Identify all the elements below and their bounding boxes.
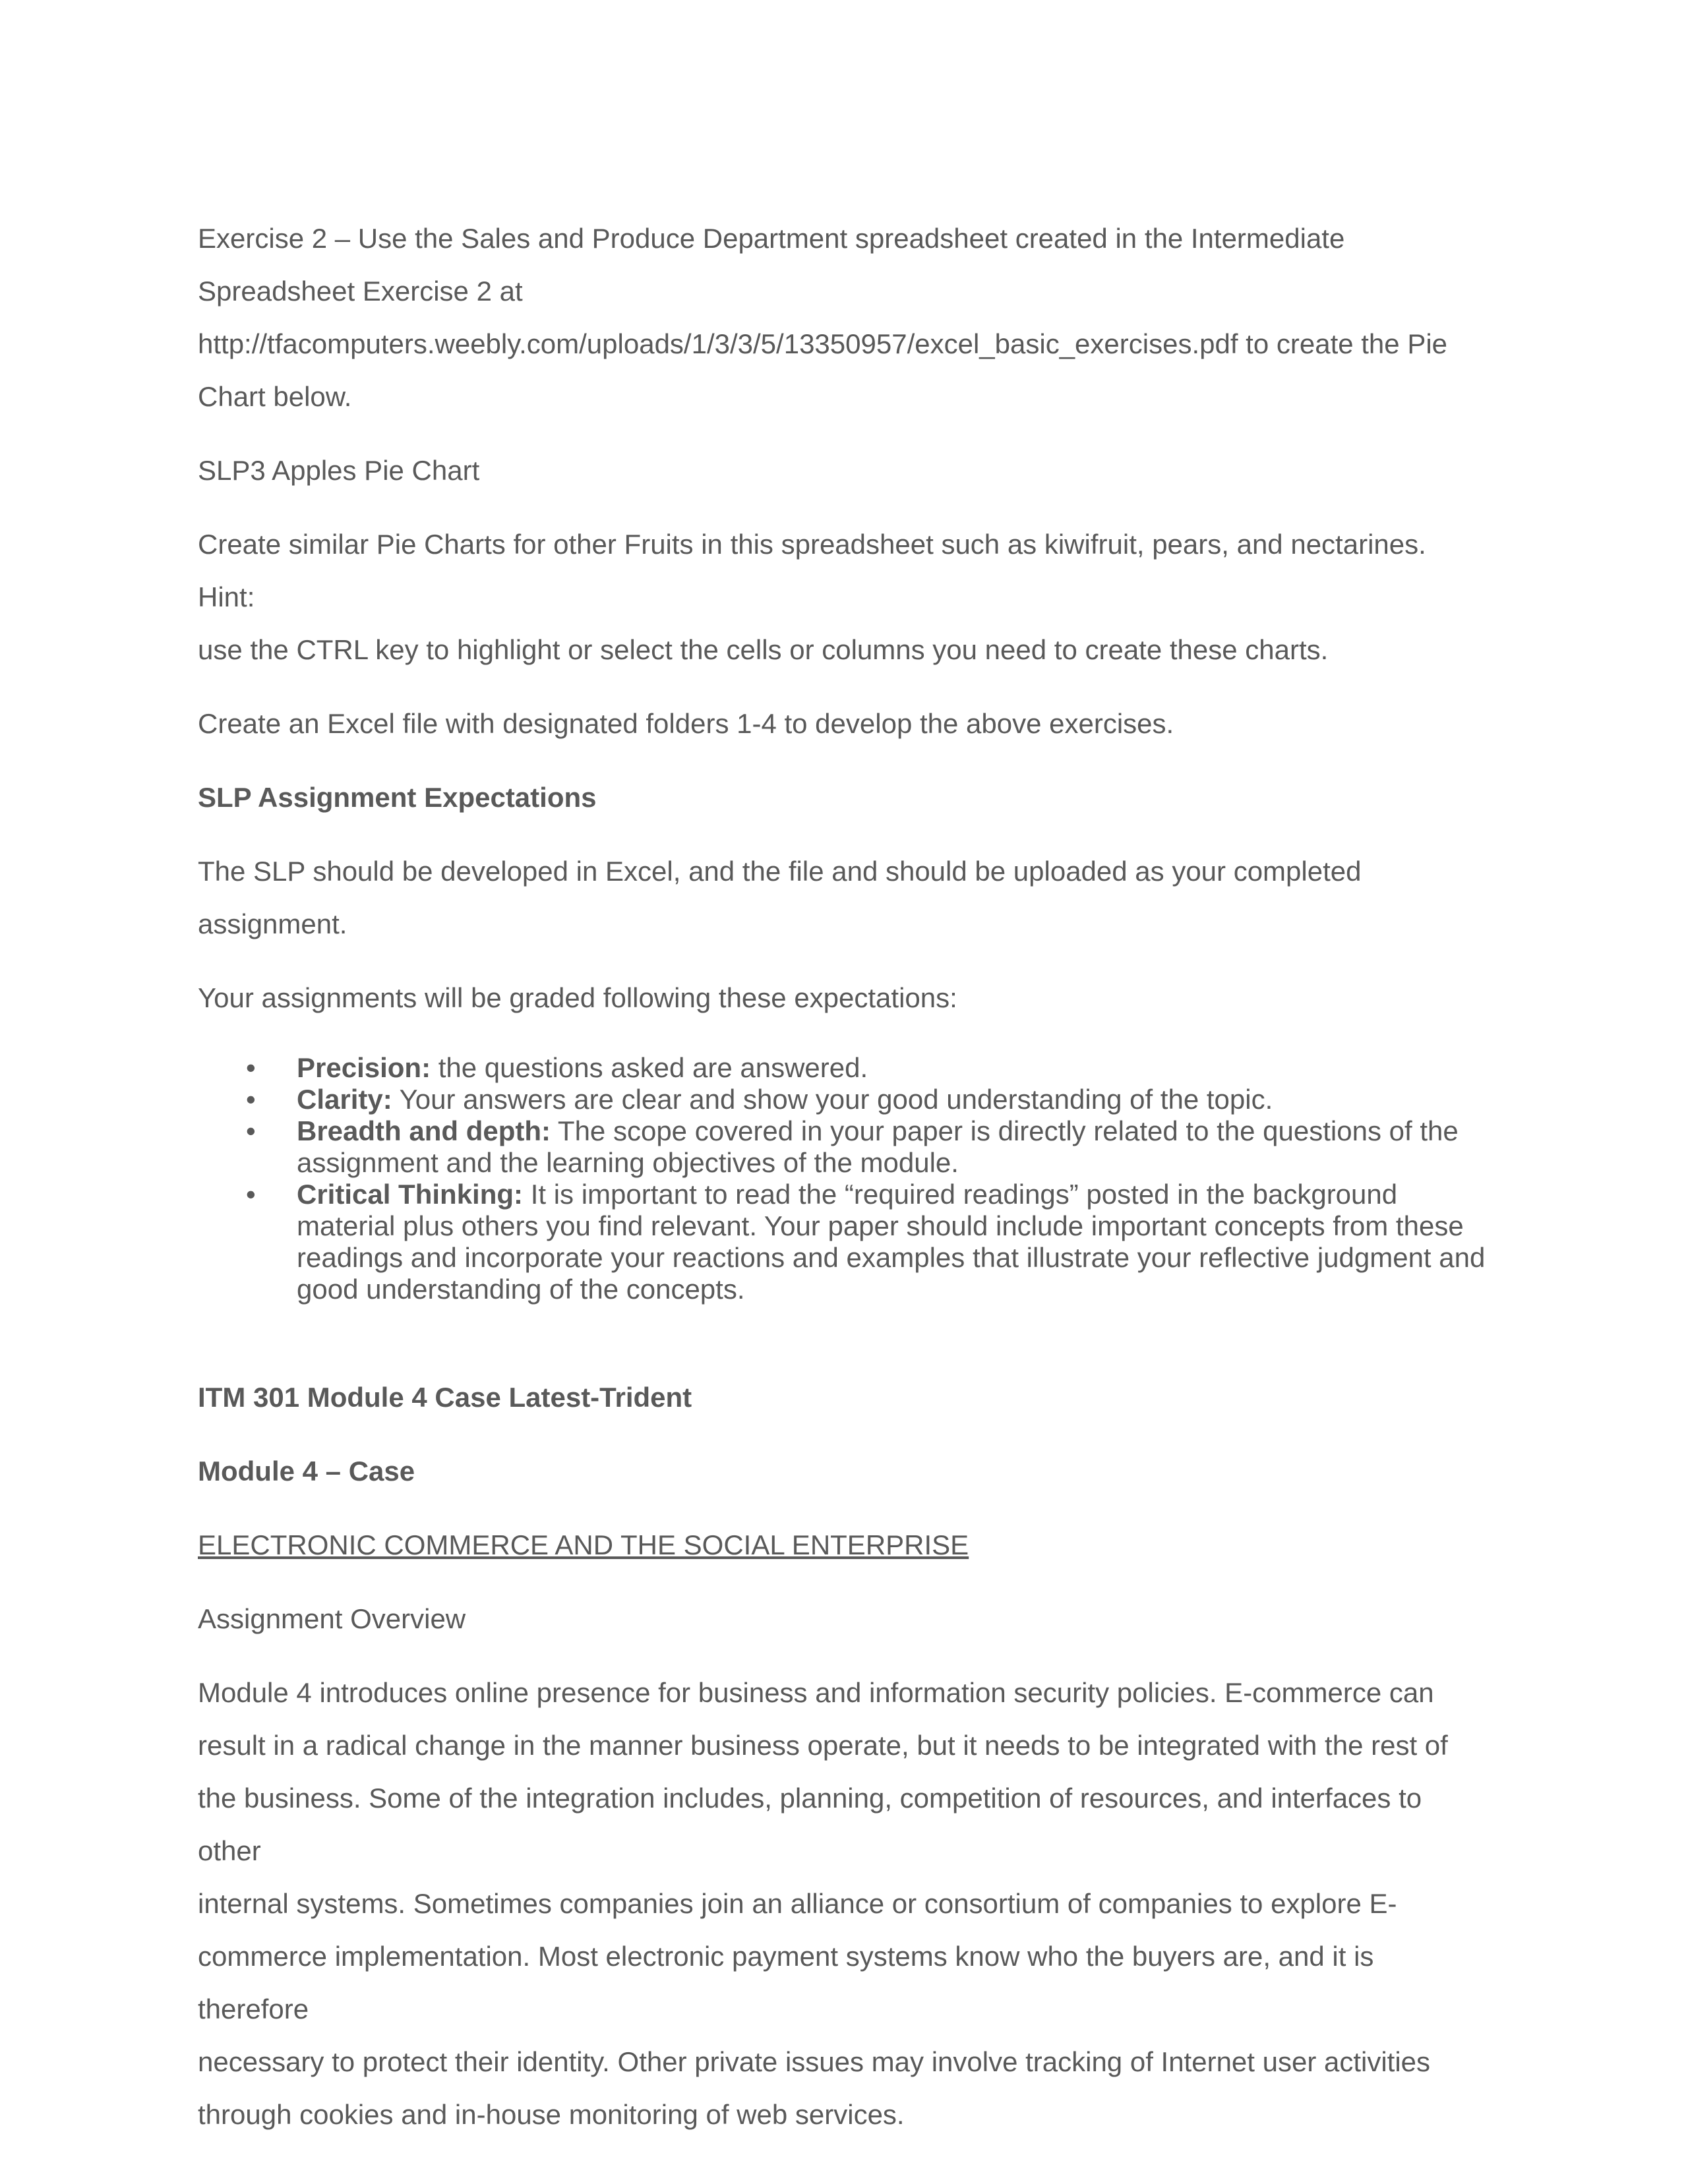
overview-line: through cookies and in-house monitoring of web services. xyxy=(198,2099,905,2130)
criterion-text: Your answers are clear and show your good understanding of the topic. xyxy=(399,1084,1273,1115)
similar-charts-line: use the CTRL key to highlight or select the cells or columns you need to create these charts. xyxy=(198,634,1329,665)
overview-line: result in a radical change in the manner business operate, but it needs to be integrated with the rest of xyxy=(198,1730,1448,1761)
criteria-list xyxy=(198,1052,1490,1305)
exercise-2-line: Chart below. xyxy=(198,381,352,412)
list-item xyxy=(198,1179,1490,1305)
exercise-2-url-line: http://tfacomputers.weebly.com/uploads/1/3/3/5/13350957/excel_basic_exercises.pdf to create the Pie xyxy=(198,328,1448,359)
criterion-term: Critical Thinking: xyxy=(297,1179,524,1210)
overview-heading: Assignment Overview xyxy=(198,1603,466,1634)
similar-charts-line: Create similar Pie Charts for other Fruits in this spreadsheet such as kiwifruit, pears, and nectarines. Hint: xyxy=(198,529,1426,612)
bullet-icon: • xyxy=(246,1084,256,1115)
chart-caption: SLP3 Apples Pie Chart xyxy=(198,455,480,486)
overview-line: commerce implementation. Most electronic payment systems know who the buyers are, and it is therefore xyxy=(198,1941,1374,2024)
overview-paragraph xyxy=(198,1667,1490,2141)
criterion-text: good understanding of the concepts. xyxy=(297,1274,745,1305)
expectations-intro-line: The SLP should be developed in Excel, and the file and should be uploaded as your completed xyxy=(198,856,1362,887)
criterion-text: the questions asked are answered. xyxy=(438,1052,868,1083)
bullet-icon: • xyxy=(246,1052,256,1083)
criterion-term: Precision: xyxy=(297,1052,431,1083)
overview-line: the business. Some of the integration includes, planning, competition of resources, and interfaces to other xyxy=(198,1783,1422,1866)
exercise-2-paragraph xyxy=(198,212,1490,423)
criterion-text: It is important to read the “required readings” posted in the background xyxy=(530,1179,1398,1210)
criterion-text: material plus others you find relevant. Your paper should include important concepts from these xyxy=(297,1210,1464,1241)
criterion-term: Breadth and depth: xyxy=(297,1115,551,1146)
list-item xyxy=(198,1115,1490,1179)
criterion-term: Clarity: xyxy=(297,1084,392,1115)
excel-file-note: Create an Excel file with designated folders 1-4 to develop the above exercises. xyxy=(198,708,1174,739)
bullet-icon: • xyxy=(246,1179,256,1210)
expectations-intro-paragraph xyxy=(198,845,1490,951)
expectations-heading: SLP Assignment Expectations xyxy=(198,782,597,813)
criterion-text: assignment and the learning objectives of the module. xyxy=(297,1147,959,1178)
overview-line: Module 4 introduces online presence for business and information security policies. E-commerce can xyxy=(198,1677,1434,1708)
course-title: ITM 301 Module 4 Case Latest-Trident xyxy=(198,1382,692,1413)
exercise-2-line: Exercise 2 – Use the Sales and Produce Department spreadsheet created in the Intermediate xyxy=(198,223,1345,254)
expectations-intro-line: assignment. xyxy=(198,908,347,939)
document-page xyxy=(198,212,1490,2141)
graded-intro: Your assignments will be graded following these expectations: xyxy=(198,982,957,1013)
criterion-text: readings and incorporate your reactions and examples that illustrate your reflective judgment and xyxy=(297,1242,1486,1273)
criterion-text: The scope covered in your paper is directly related to the questions of the xyxy=(557,1115,1459,1146)
similar-charts-paragraph xyxy=(198,518,1490,676)
overview-line: necessary to protect their identity. Other private issues may involve tracking of Internet user activities xyxy=(198,2046,1431,2077)
list-item xyxy=(198,1084,1490,1115)
case-topic: ELECTRONIC COMMERCE AND THE SOCIAL ENTERPRISE xyxy=(198,1529,969,1560)
overview-line: internal systems. Sometimes companies join an alliance or consortium of companies to explore E- xyxy=(198,1888,1397,1919)
bullet-icon: • xyxy=(246,1115,256,1146)
list-item xyxy=(198,1052,1490,1084)
module-title: Module 4 – Case xyxy=(198,1456,415,1487)
exercise-2-line: Spreadsheet Exercise 2 at xyxy=(198,276,523,307)
